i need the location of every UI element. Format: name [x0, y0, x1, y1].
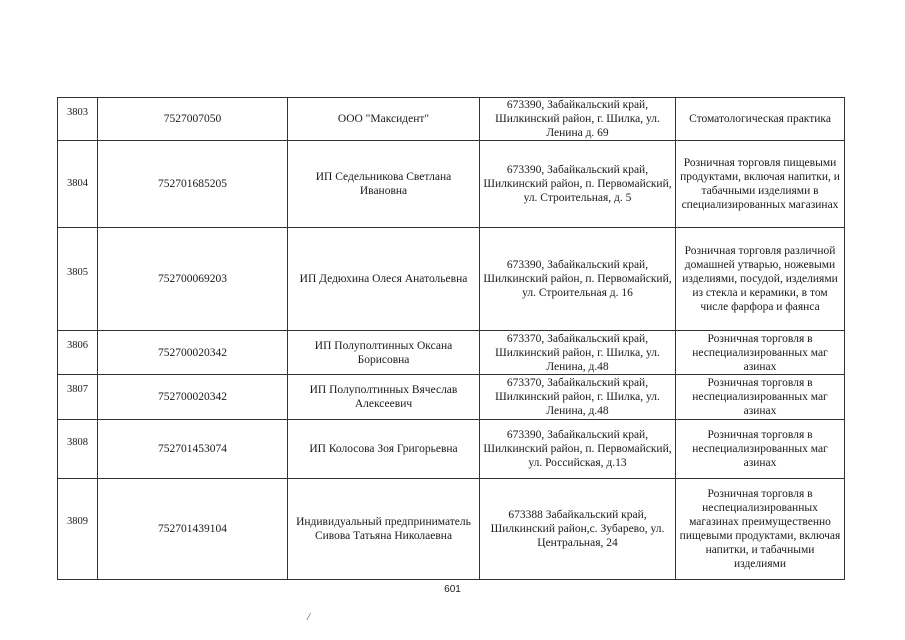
name-cell: ИП Полуполтинных Вячеслав Алексеевич [288, 375, 480, 420]
name-cell: Индивидуальный предприниматель Сивова Татьяна Николаевна [288, 479, 480, 580]
stray-mark: / [307, 611, 311, 623]
activity-cell: Розничная торговля в неспециализированных маг азинах [676, 375, 845, 420]
table-row [58, 141, 845, 228]
activity-cell: Розничная торговля в неспециализированных магазинах преимущественно пищевыми продуктами, включая напитки, и табачными изделиями [676, 479, 845, 580]
address-cell: 673390, Забайкальский край, Шилкинский район, г. Шилка, ул. Ленина д. 69 [480, 98, 676, 141]
row-number: 3807 [58, 375, 98, 420]
name-cell: ИП Седельникова Светлана Ивановна [288, 141, 480, 228]
row-number: 3805 [58, 228, 98, 331]
table-row [58, 479, 845, 580]
table-row [58, 375, 845, 420]
activity-cell: Розничная торговля различной домашней утварью, ножевыми изделиями, посудой, изделиями из стекла и керамики, в том числе фарфора и фаянса [676, 228, 845, 331]
address-cell: 673390, Забайкальский край, Шилкинский район, п. Первомайский, ул. Строительная, д. 5 [480, 141, 676, 228]
row-number: 3803 [58, 98, 98, 141]
activity-cell: Розничная торговля в неспециализированных маг азинах [676, 331, 845, 375]
page-number: 601 [444, 584, 461, 595]
registry-table [57, 97, 845, 580]
inn-cell: 752701439104 [98, 479, 288, 580]
name-cell: ИП Полуполтинных Оксана Борисовна [288, 331, 480, 375]
row-number: 3806 [58, 331, 98, 375]
row-number: 3804 [58, 141, 98, 228]
activity-cell: Розничная торговля пищевыми продуктами, включая напитки, и табачными изделиями в специализированных магазинах [676, 141, 845, 228]
address-cell: 673388 Забайкальский край, Шилкинский район,с. Зубарево, ул. Центральная, 24 [480, 479, 676, 580]
inn-cell: 752701453074 [98, 420, 288, 479]
name-cell: ИП Дедюхина Олеся Анатольевна [288, 228, 480, 331]
table-row [58, 98, 845, 141]
activity-cell: Розничная торговля в неспециализированных маг азинах [676, 420, 845, 479]
address-cell: 673370, Забайкальский край, Шилкинский район, г. Шилка, ул. Ленина, д.48 [480, 331, 676, 375]
activity-cell: Стоматологическая практика [676, 98, 845, 141]
address-cell: 673370, Забайкальский край, Шилкинский район, г. Шилка, ул. Ленина, д.48 [480, 375, 676, 420]
name-cell: ООО "Максидент" [288, 98, 480, 141]
table-row [58, 331, 845, 375]
inn-cell: 752700020342 [98, 331, 288, 375]
inn-cell: 752700069203 [98, 228, 288, 331]
inn-cell: 7527007050 [98, 98, 288, 141]
address-cell: 673390, Забайкальский край, Шилкинский район, п. Первомайский, ул. Строительная д. 16 [480, 228, 676, 331]
address-cell: 673390, Забайкальский край, Шилкинский район, п. Первомайский, ул. Российская, д.13 [480, 420, 676, 479]
table-row [58, 420, 845, 479]
inn-cell: 752700020342 [98, 375, 288, 420]
table-row [58, 228, 845, 331]
row-number: 3809 [58, 479, 98, 580]
name-cell: ИП Колосова Зоя Григорьевна [288, 420, 480, 479]
row-number: 3808 [58, 420, 98, 479]
inn-cell: 752701685205 [98, 141, 288, 228]
